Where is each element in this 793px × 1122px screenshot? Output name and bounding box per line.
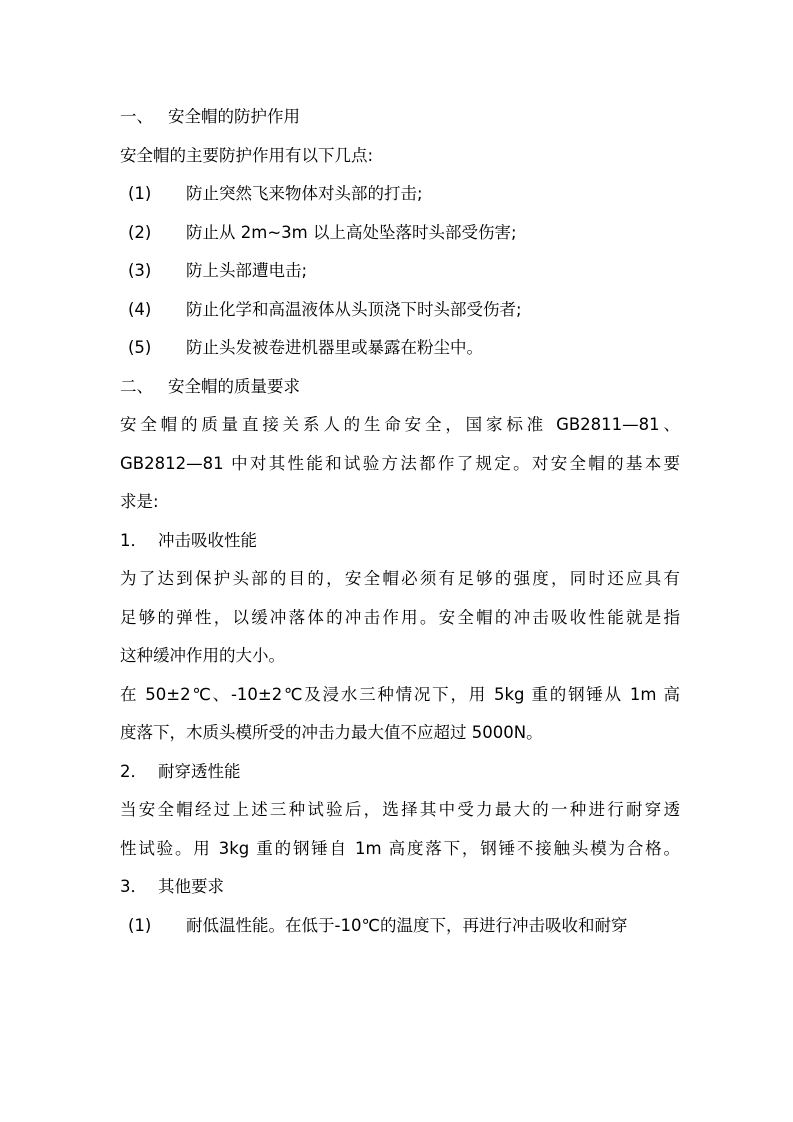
list-item (120, 329, 680, 368)
list-item-text: 防止从 2m~3m 以上高处坠落时头部受伤害; (186, 222, 517, 242)
subsection-number: 2． (120, 761, 147, 781)
paragraph-line: 这种缓冲作用的大小。 (120, 646, 285, 665)
paragraph-line: 在 50±2℃、-10±2℃及浸水三种情况下，用 5kg 重的钢锤从 1m 高 (120, 684, 680, 704)
list-item (120, 907, 680, 946)
list-item (120, 291, 680, 330)
section-heading-1 (120, 98, 680, 137)
subsection-title: 其他要求 (158, 877, 224, 896)
list-item-text: 耐低温性能。在低于-10℃的温度下，再进行冲击吸收和耐穿 (186, 915, 628, 935)
list-item (120, 214, 680, 253)
subsection-heading-2 (120, 753, 680, 792)
list-item-number: (3) (128, 261, 152, 280)
paragraph-line: GB2812—81 中对其性能和试验方法都作了规定。对安全帽的基本要 (120, 453, 680, 473)
paragraph-line: 足够的弹性，以缓冲落体的冲击作用。安全帽的冲击吸收性能就是指 (120, 607, 680, 627)
list-item (120, 252, 680, 291)
paragraph-line: 度落下，木质头模所受的冲击力最大值不应超过 5000N。 (120, 723, 543, 742)
paragraph-line: 当安全帽经过上述三种试验后，选择其中受力最大的一种进行耐穿透 (120, 800, 680, 819)
subsection-number: 1． (120, 530, 147, 550)
paragraph-line: 安全帽的质量直接关系人的生命安全，国家标准 GB2811—81、 (120, 415, 680, 434)
subsection-number: 3． (120, 877, 147, 896)
list-item (120, 175, 680, 214)
list-item-number: (1) (128, 184, 152, 203)
section-heading-2 (120, 368, 680, 407)
list-item-number: (4) (128, 299, 152, 319)
list-item-text: 防止突然飞来物体对头部的打击; (186, 184, 423, 203)
section-intro: 安全帽的主要防护作用有以下几点: (120, 145, 374, 165)
paragraph-line: 为了达到保护头部的目的，安全帽必须有足够的强度，同时还应具有 (120, 569, 680, 588)
section-title: 安全帽的防护作用 (168, 107, 300, 126)
section-number: 一、 (120, 107, 153, 126)
list-item-text: 防止化学和高温液体从头顶浇下时头部受伤者; (186, 299, 522, 319)
subsection-title: 耐穿透性能 (158, 761, 241, 781)
section-title: 安全帽的质量要求 (168, 376, 300, 396)
paragraph-line: 性试验。用 3kg 重的钢锤自 1m 高度落下，钢锤不接触头模为合格。 (120, 838, 680, 858)
subsection-heading-3 (120, 868, 680, 907)
document-content (120, 98, 680, 945)
list-item-number: (2) (128, 222, 152, 242)
list-item-number: (5) (128, 338, 152, 357)
section-number: 二、 (120, 376, 153, 396)
list-item-number: (1) (128, 915, 152, 935)
list-item-text: 防止头发被卷进机器里或暴露在粉尘中。 (186, 338, 483, 357)
subsection-title: 冲击吸收性能 (158, 530, 257, 550)
paragraph-line: 求是: (120, 492, 159, 511)
list-item-text: 防上头部遭电击; (186, 261, 308, 280)
subsection-heading-1 (120, 522, 680, 561)
